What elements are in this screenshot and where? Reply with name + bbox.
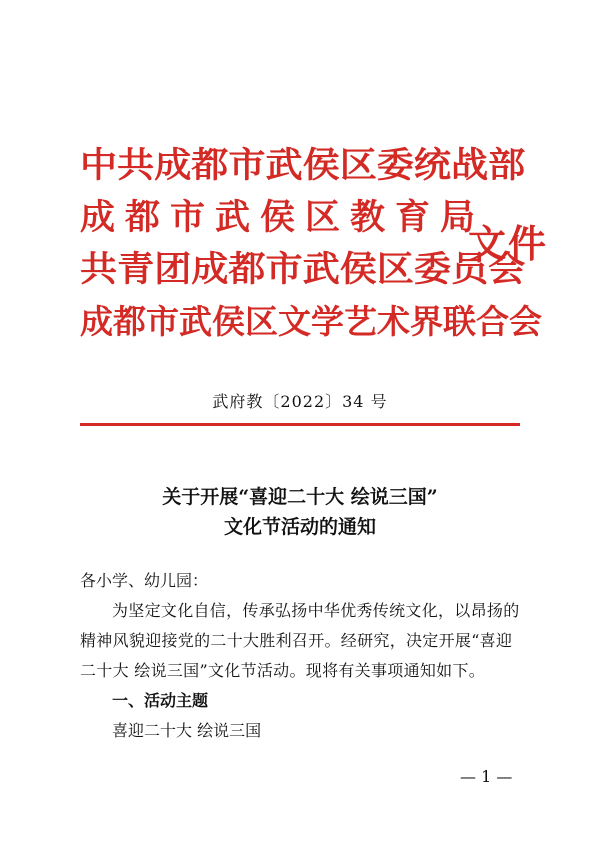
org-united-front-department: 中共成都市武侯区委统战部 <box>80 146 526 186</box>
salutation: 各小学、幼儿园： <box>80 571 209 590</box>
org-education-bureau: 成都市武侯区教育局 <box>80 198 486 238</box>
intro-paragraph: 为坚定文化自信，传承弘扬中华优秀传统文化，以昂扬的精神风貌迎接党的二十大胜利召开。经研究，决定开展“喜迎二十大 绘说三国”文化节活动。现将有关事项通知如下。 <box>80 601 520 680</box>
red-divider-line <box>80 423 520 426</box>
document-title <box>0 482 600 542</box>
document-number: 武府教〔2022〕34 号 <box>212 392 388 411</box>
section-heading-theme: 一、活动主题 <box>112 691 209 710</box>
org-literary-art-federation: 成都市武侯区文学艺术界联合会 <box>80 302 542 341</box>
section-body-theme: 喜迎二十大 绘说三国 <box>112 721 262 740</box>
title-line-1: 关于开展“喜迎二十大 绘说三国” <box>162 486 438 508</box>
page-number: — 1 — <box>460 767 513 786</box>
org-youth-league-committee: 共青团成都市武侯区委员会 <box>80 250 526 290</box>
document-type-label: 文件 <box>468 222 549 266</box>
title-line-2: 文化节活动的通知 <box>223 516 376 538</box>
